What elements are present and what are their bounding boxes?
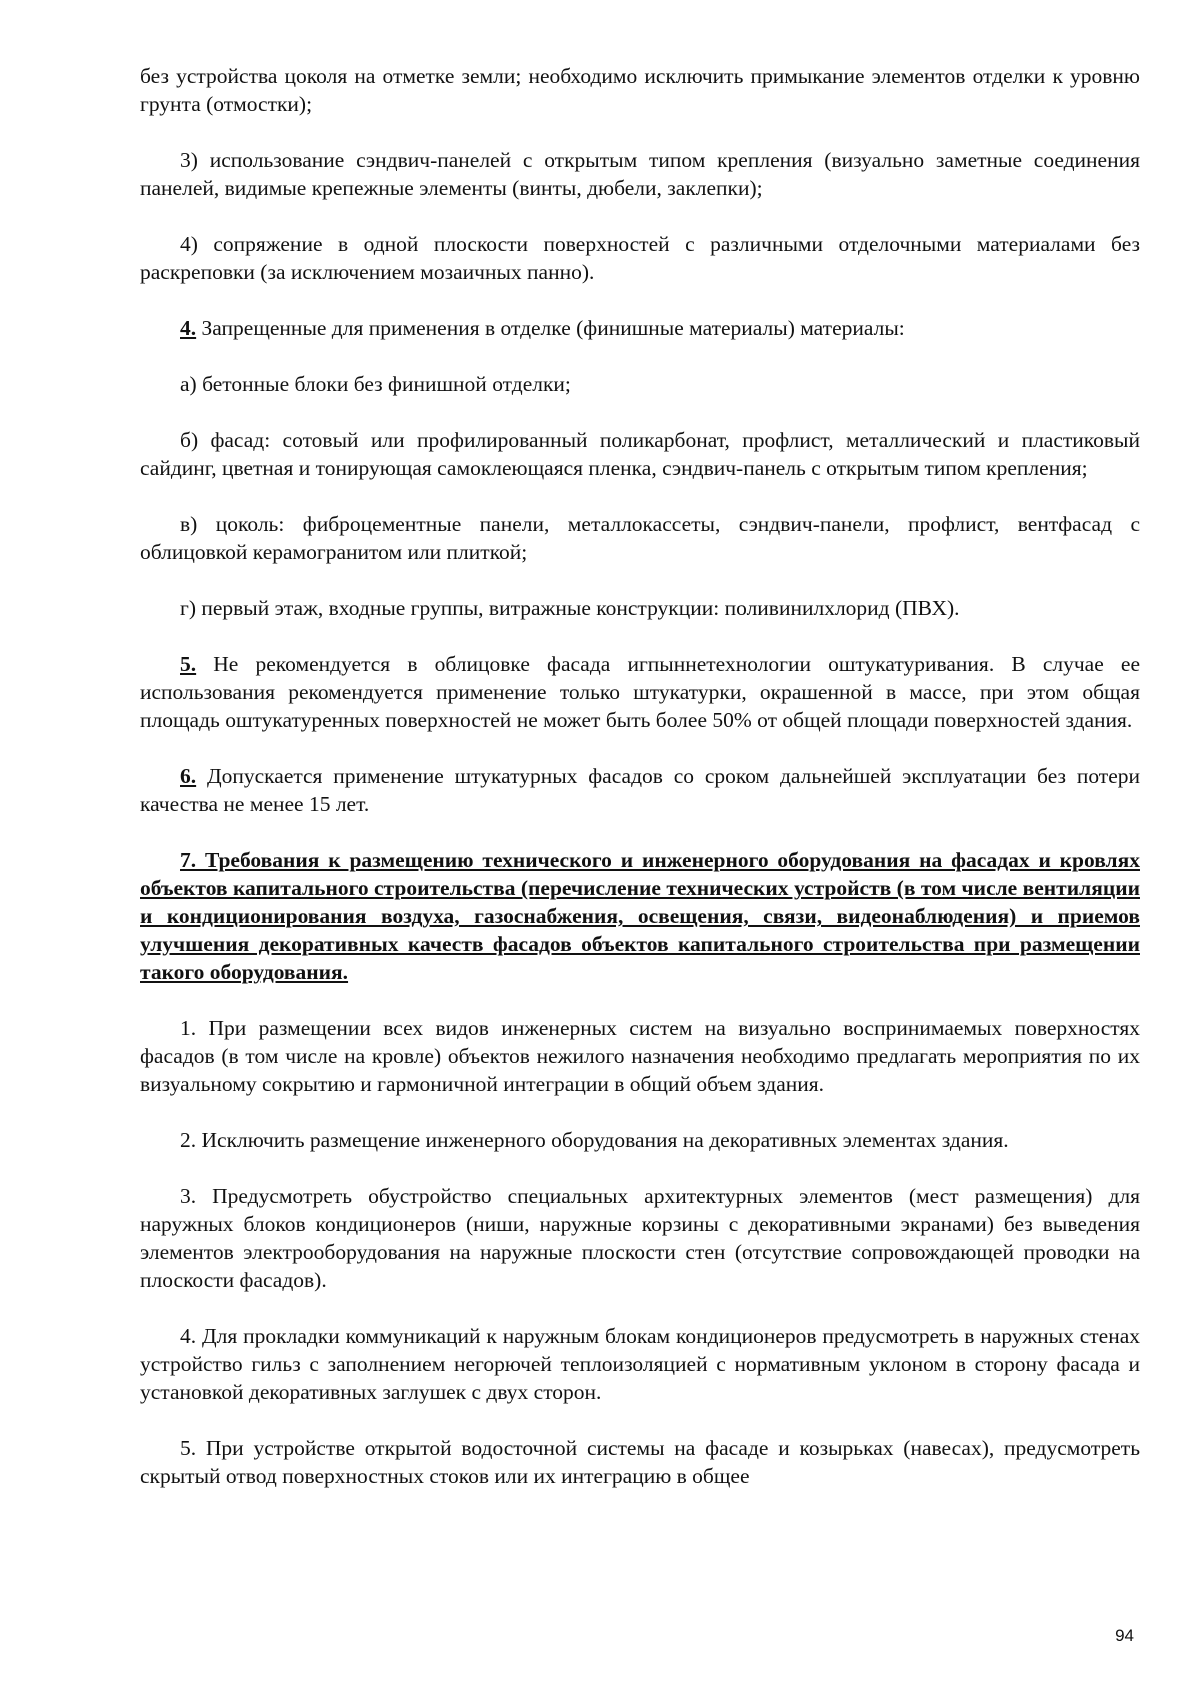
- section-number: 4.: [180, 316, 197, 340]
- paragraph-item-a: а) бетонные блоки без финишной отделки;: [180, 372, 571, 396]
- paragraph-item-4: 4) сопряжение в одной плоскости поверхностей с различными отделочными материалами без раскреповки (за исключением мозаичных панно).: [140, 232, 1140, 284]
- paragraph-item-b: б) фасад: сотовый или профилированный поликарбонат, профлист, металлический и пластиковый сайдинг, цветная и тонирующая самоклеющаяся пленка, сэндвич-панель с открытым типом крепления;: [140, 428, 1140, 480]
- section-7-heading: 7. Требования к размещению технического и инженерного оборудования на фасадах и кровлях объектов капитального строительства (перечисление технических устройств (в том числе вентиляции и кондиционирования воздуха, газоснабжения, освещения, связи, видеонаблюдения) и приемов улучшения декоративных качеств фасадов объектов капитального строительства при размещении такого оборудования.: [140, 848, 1140, 984]
- section-number: 5.: [180, 652, 197, 676]
- page-number: 94: [1115, 1626, 1134, 1645]
- requirement-item-3: 3. Предусмотреть обустройство специальных архитектурных элементов (мест размещения) для наружных блоков кондиционеров (ниши, наружные корзины с декоративными экранами) без выведения элементов электрооборудования на наружные плоскости стен (отсутствие сопровождающей проводки на плоскости фасадов).: [140, 1184, 1140, 1292]
- section-4-paragraph: [140, 314, 1140, 342]
- requirement-item-4: 4. Для прокладки коммуникаций к наружным блокам кондиционеров предусмотреть в наружных стенах устройство гильз с заполнением негорючей теплоизоляцией с нормативным уклоном в сторону фасада и установкой декоративных заглушек с двух сторон.: [140, 1324, 1140, 1404]
- requirement-item-5: 5. При устройстве открытой водосточной системы на фасаде и козырьках (навесах), предусмотреть скрытый отвод поверхностных стоков или их интеграцию в общее: [140, 1436, 1140, 1488]
- document-page: [140, 62, 1140, 1518]
- requirement-item-1: 1. При размещении всех видов инженерных систем на визуально воспринимаемых поверхностях фасадов (в том числе на кровле) объектов нежилого назначения необходимо предлагать мероприятия по их визуальному сокрытию и гармоничной интеграции в общий объем здания.: [140, 1016, 1140, 1096]
- section-5-paragraph: [140, 650, 1140, 734]
- paragraph-item-3: 3) использование сэндвич-панелей с открытым типом крепления (визуально заметные соединения панелей, видимые крепежные элементы (винты, дюбели, заклепки);: [140, 148, 1140, 200]
- requirement-item-2: 2. Исключить размещение инженерного оборудования на декоративных элементах здания.: [180, 1128, 1009, 1152]
- section-text: Запрещенные для применения в отделке (финишные материалы) материалы:: [196, 316, 905, 340]
- section-number: 6.: [180, 764, 197, 788]
- paragraph-item-v: в) цоколь: фиброцементные панели, металлокассеты, сэндвич-панели, профлист, вентфасад с облицовкой керамогранитом или плиткой;: [140, 512, 1140, 564]
- section-6-paragraph: [140, 762, 1140, 818]
- section-text: Допускается применение штукатурных фасадов со сроком дальнейшей эксплуатации без потери качества не менее 15 лет.: [140, 764, 1140, 816]
- paragraph-item-g: г) первый этаж, входные группы, витражные конструкции: поливинилхлорид (ПВХ).: [180, 596, 960, 620]
- section-text: Не рекомендуется в облицовке фасада игпыннетехнологии оштукатуривания. В случае ее использования рекомендуется применение только штукатурки, окрашенной в массе, при этом общая площадь оштукатуренных поверхностей не может быть более 50% от общей площади поверхностей здания.: [140, 652, 1140, 732]
- paragraph-continuation: без устройства цоколя на отметке земли; необходимо исключить примыкание элементов отделки к уровню грунта (отмостки);: [140, 64, 1140, 116]
